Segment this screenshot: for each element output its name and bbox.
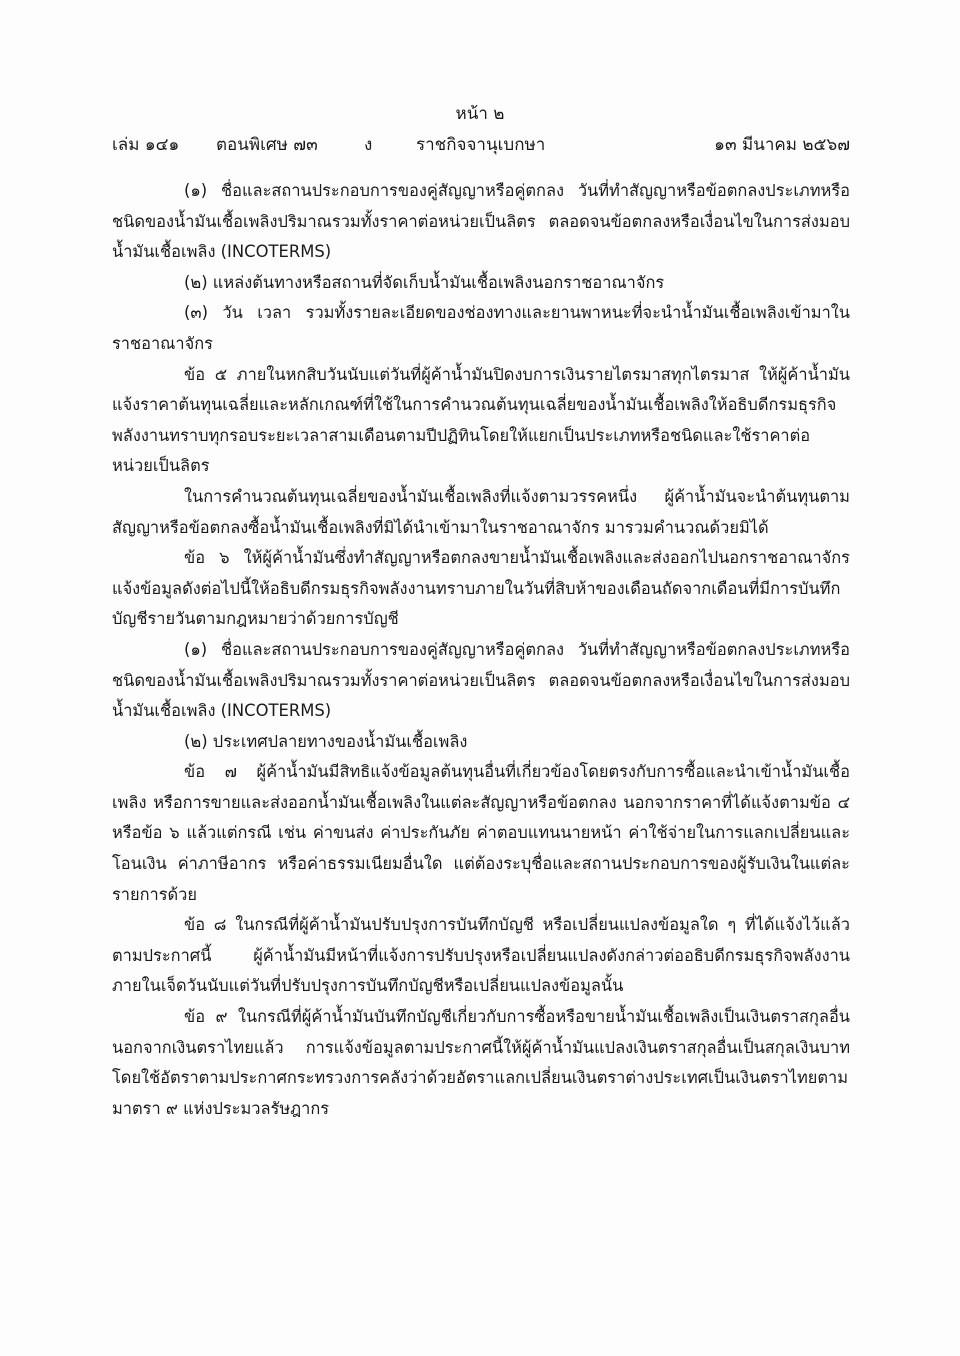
paragraph-clause-3: (๓) วัน เวลา รวมทั้งรายละเอียดของช่องทางและยานพาหนะที่จะนำน้ำมันเชื้อเพลิงเข้ามาในราชอาณาจักร bbox=[112, 303, 850, 353]
paragraph-article-5: ข้อ ๕ ภายในหกสิบวันนับแต่วันที่ผู้ค้าน้ำมันปิดงบการเงินรายไตรมาสทุกไตรมาส ให้ผู้ค้าน้ำมันแจ้งราคาต้นทุนเฉลี่ยและหลักเกณฑ์ที่ใช้ในการคำนวณต้นทุนเฉลี่ยของน้ำมันเชื้อเพลิงให้อธิบดีกรมธุรกิจพลังงานทราบทุกรอบระยะเวลาสามเดือนตามปีปฏิทินโดยให้แยกเป็นประเภทหรือชนิดและใช้ราคาต่อหน่วยเป็นลิตร bbox=[112, 364, 850, 476]
paragraph-article-7: ข้อ ๗ ผู้ค้าน้ำมันมีสิทธิแจ้งข้อมูลต้นทุนอื่นที่เกี่ยวข้องโดยตรงกับการซื้อและนำเข้าน้ำมันเชื้อเพลิง หรือการขายและส่งออกน้ำมันเชื้อเพลิงในแต่ละสัญญาหรือข้อตกลง นอกจากราคาที่ได้แจ้งตามข้อ ๔ หรือข้อ ๖ แล้วแต่กรณี เช่น ค่าขนส่ง ค่าประกันภัย ค่าตอบแทนนายหน้า ค่าใช้จ่ายในการแลกเปลี่ยนและโอนเงิน ค่าภาษีอากร หรือค่าธรรมเนียมอื่นใด แต่ต้องระบุชื่อและสถานประกอบการของผู้รับเงินในแต่ละรายการด้วย bbox=[112, 762, 850, 904]
header-section: ง bbox=[364, 135, 373, 155]
paragraph-article-5-second: ในการคำนวณต้นทุนเฉลี่ยของน้ำมันเชื้อเพลิงที่แจ้งตามวรรคหนึ่ง ผู้ค้าน้ำมันจะนำต้นทุนตามสัญญาหรือข้อตกลงซื้อน้ำมันเชื้อเพลิงที่มิได้นำเข้ามาในราชอาณาจักร มารวมคำนวณด้วยมิได้ bbox=[112, 486, 850, 537]
document-body bbox=[112, 176, 850, 1124]
paragraph-article-8: ข้อ ๘ ในกรณีที่ผู้ค้าน้ำมันปรับปรุงการบันทึกบัญชี หรือเปลี่ยนแปลงข้อมูลใด ๆ ที่ได้แจ้งไว้แล้วตามประกาศนี้ ผู้ค้าน้ำมันมีหน้าที่แจ้งการปรับปรุงหรือเปลี่ยนแปลงดังกล่าวต่ออธิบดีกรมธุรกิจพลังงานภายในเจ็ดวันนับแต่วันที่ปรับปรุงการบันทึกบัญชีหรือเปลี่ยนแปลงข้อมูลนั้น bbox=[112, 915, 850, 996]
paragraph-article-6: ข้อ ๖ ให้ผู้ค้าน้ำมันซึ่งทำสัญญาหรือตกลงขายน้ำมันเชื้อเพลิงและส่งออกไปนอกราชอาณาจักร แจ้งข้อมูลดังต่อไปนี้ให้อธิบดีกรมธุรกิจพลังงานทราบภายในวันที่สิบห้าของเดือนถัดจากเดือนที่มีการบันทึกบัญชีรายวันตามกฎหมายว่าด้วยการบัญชี bbox=[112, 548, 850, 629]
paragraph-article-9: ข้อ ๙ ในกรณีที่ผู้ค้าน้ำมันบันทึกบัญชีเกี่ยวกับการซื้อหรือขายน้ำมันเชื้อเพลิงเป็นเงินตราสกุลอื่นนอกจากเงินตราไทยแล้ว การแจ้งข้อมูลตามประกาศนี้ให้ผู้ค้าน้ำมันแปลงเงินตราสกุลอื่นเป็นสกุลเงินบาทโดยใช้อัตราตามประกาศกระทรวงการคลังว่าด้วยอัตราแลกเปลี่ยนเงินตราต่างประเทศเป็นเงินตราไทยตามมาตรา ๙ แห่งประมวลรัษฎากร bbox=[112, 1007, 850, 1118]
header-date: ๑๓ มีนาคม ๒๕๖๗ bbox=[714, 135, 850, 155]
paragraph-clause-2: (๒) แหล่งต้นทางหรือสถานที่จัดเก็บน้ำมันเชื้อเพลิงนอกราชอาณาจักร bbox=[184, 272, 665, 292]
header-issue: ตอนพิเศษ ๗๓ bbox=[216, 135, 318, 155]
paragraph-clause-1: (๑) ชื่อและสถานประกอบการของคู่สัญญาหรือคู่ตกลง วันที่ทำสัญญาหรือข้อตกลงประเภทหรือชนิดของน้ำมันเชื้อเพลิงปริมาณรวมทั้งราคาต่อหน่วยเป็นลิตร ตลอดจนข้อตกลงหรือเงื่อนไขในการส่งมอบน้ำมันเชื้อเพลิง (INCOTERMS) bbox=[112, 181, 850, 262]
gazette-header bbox=[112, 131, 850, 159]
header-volume: เล่ม ๑๔๑ bbox=[112, 135, 180, 155]
header-gazette-title: ราชกิจจานุเบกษา bbox=[416, 135, 546, 155]
paragraph-article-6-clause-1: (๑) ชื่อและสถานประกอบการของคู่สัญญาหรือคู่ตกลง วันที่ทำสัญญาหรือข้อตกลงประเภทหรือชนิดของน้ำมันเชื้อเพลิงปริมาณรวมทั้งราคาต่อหน่วยเป็นลิตร ตลอดจนข้อตกลงหรือเงื่อนไขในการส่งมอบน้ำมันเชื้อเพลิง (INCOTERMS) bbox=[112, 639, 850, 721]
paragraph-article-6-clause-2: (๒) ประเทศปลายทางของน้ำมันเชื้อเพลิง bbox=[184, 731, 468, 751]
page-number: หน้า ๒ bbox=[455, 104, 505, 124]
